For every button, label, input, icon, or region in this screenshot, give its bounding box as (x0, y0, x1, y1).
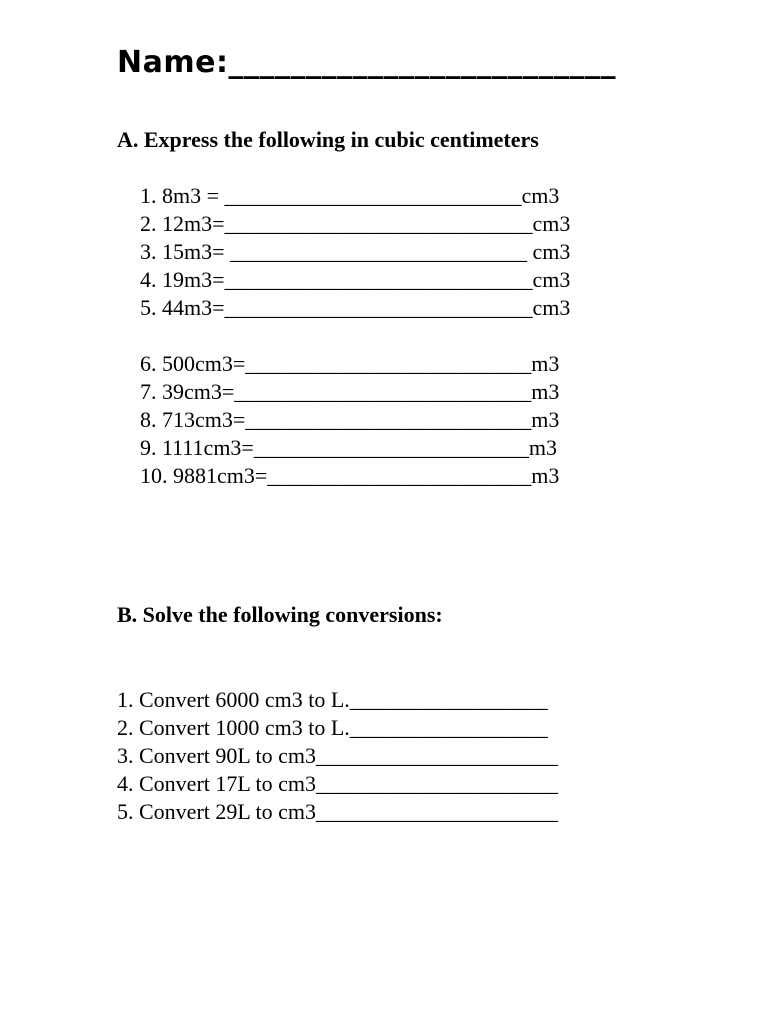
list-item: 4. Convert 17L to cm3______________________ (117, 771, 558, 796)
list-item: 3. 15m3= ___________________________ cm3 (140, 239, 571, 264)
section-a-list-cubic-centimeters (140, 350, 559, 490)
section-b-list-conversions (117, 686, 558, 826)
list-item: 8. 713cm3=__________________________m3 (140, 407, 560, 432)
list-item: 1. Convert 6000 cm3 to L.__________________ (117, 687, 548, 712)
section-a-heading: A. Express the following in cubic centimeters (117, 127, 539, 152)
list-item: 3. Convert 90L to cm3______________________ (117, 743, 558, 768)
list-item: 1. 8m3 = ___________________________cm3 (140, 183, 560, 208)
list-item: 9. 1111cm3=_________________________m3 (140, 435, 557, 460)
list-item: 4. 19m3=____________________________cm3 (140, 267, 571, 292)
list-item: 2. Convert 1000 cm3 to L.__________________ (117, 715, 548, 740)
section-b-heading: B. Solve the following conversions: (117, 602, 443, 627)
list-item: 5. Convert 29L to cm3______________________ (117, 799, 558, 824)
list-item: 10. 9881cm3=________________________m3 (140, 463, 560, 488)
list-item: 6. 500cm3=__________________________m3 (140, 351, 560, 376)
name-field-label: Name:_________________________ (117, 45, 616, 80)
list-item: 7. 39cm3=___________________________m3 (140, 379, 560, 404)
list-item: 5. 44m3=____________________________cm3 (140, 295, 571, 320)
section-a-list-cubic-meters (140, 182, 570, 322)
list-item: 2. 12m3=____________________________cm3 (140, 211, 571, 236)
